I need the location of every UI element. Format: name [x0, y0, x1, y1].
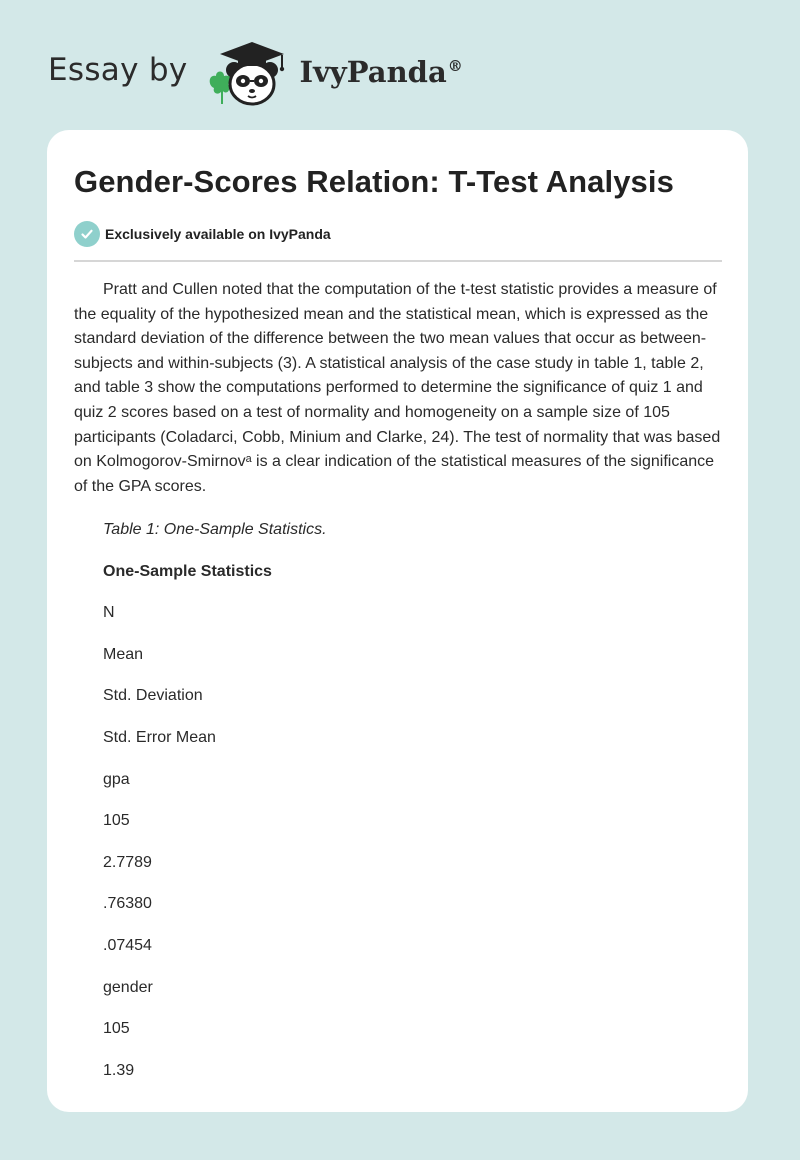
badge-label: Exclusively available on IvyPanda — [105, 226, 331, 242]
table-heading: One-Sample Statistics — [103, 562, 272, 580]
exclusive-badge — [74, 221, 331, 247]
table-cell: .76380 — [103, 895, 152, 913]
table-cell: 105 — [103, 1020, 130, 1038]
site-brand[interactable] — [48, 36, 463, 108]
registered-mark: ® — [447, 57, 463, 76]
body-paragraph: Pratt and Cullen noted that the computation of the t-test statistic provides a measure of the equality of the hypothesized mean and the statistical mean, which is expressed as the standard deviation of the difference between the two mean values that occur as between-subjects and within-subjects (3). A statistical analysis of the case study in table 1, table 2, and table 3 show the computations performed to determine the significance of quiz 1 and quiz 2 scores based on a test of normality and homogeneity on a sample size of 105 participants (Coladarci, Cobb, Minium and Clarke, 24). The test of normality that was based on Kolmogorov-Smirnovᵃ is a clear indication of the statistical measures of the significance of the GPA scores. — [74, 281, 721, 495]
brand-prefix: Essay by — [48, 52, 188, 88]
table-cell: 105 — [103, 812, 130, 830]
table-caption: Table 1: One-Sample Statistics. — [103, 521, 327, 538]
table-cell: .07454 — [103, 936, 152, 954]
column-header: Std. Deviation — [103, 687, 203, 705]
column-header: N — [103, 604, 115, 622]
page-title: Gender-Scores Relation: T-Test Analysis — [74, 164, 674, 199]
table-cell: 1.39 — [103, 1061, 135, 1079]
checkmark-icon — [74, 221, 100, 247]
table-1 — [103, 520, 703, 1102]
column-header: Mean — [103, 645, 144, 663]
column-header: Std. Error Mean — [103, 728, 216, 746]
divider — [74, 260, 722, 262]
table-cell: gpa — [103, 770, 130, 788]
panda-logo-icon — [204, 36, 292, 108]
essay-card — [47, 130, 748, 1112]
table-cell: 2.7789 — [103, 853, 152, 871]
table-cell: gender — [103, 978, 153, 996]
brand-name: IvyPanda® — [299, 55, 463, 89]
